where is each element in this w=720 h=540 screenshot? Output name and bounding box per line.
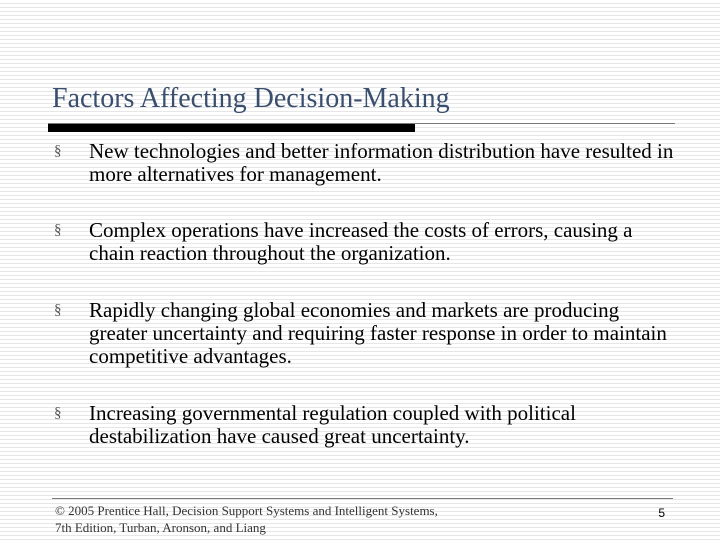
bullet-item <box>54 299 674 368</box>
footer-citation: © 2005 Prentice Hall, Decision Support Systems and Intelligent Systems, 7th Edition, Turban, Aronson, and Liang <box>55 503 438 535</box>
bullet-item <box>54 402 674 448</box>
bullet-square-icon: § <box>54 405 62 421</box>
slide-title: Factors Affecting Decision-Making <box>52 83 450 114</box>
bullet-square-icon: § <box>54 222 62 238</box>
title-underline-accent-bar <box>48 124 415 132</box>
bullet-square-icon: § <box>54 143 62 159</box>
footer-divider <box>52 498 673 499</box>
page-number: 5 <box>658 506 665 520</box>
bullet-item <box>54 140 674 186</box>
bullet-text: Complex operations have increased the costs of errors, causing a chain reaction throughout the organization. <box>89 218 633 265</box>
bullet-item <box>54 219 674 265</box>
bullet-text: Increasing governmental regulation coupled with political destabilization have caused great uncertainty. <box>89 401 576 448</box>
bullet-text: Rapidly changing global economies and markets are producing greater uncertainty and requiring faster response in order to maintain competitive advantages. <box>89 298 667 368</box>
bullet-square-icon: § <box>54 302 62 318</box>
bullet-list <box>54 140 674 448</box>
bullet-text: New technologies and better information distribution have resulted in more alternatives for management. <box>89 139 674 186</box>
